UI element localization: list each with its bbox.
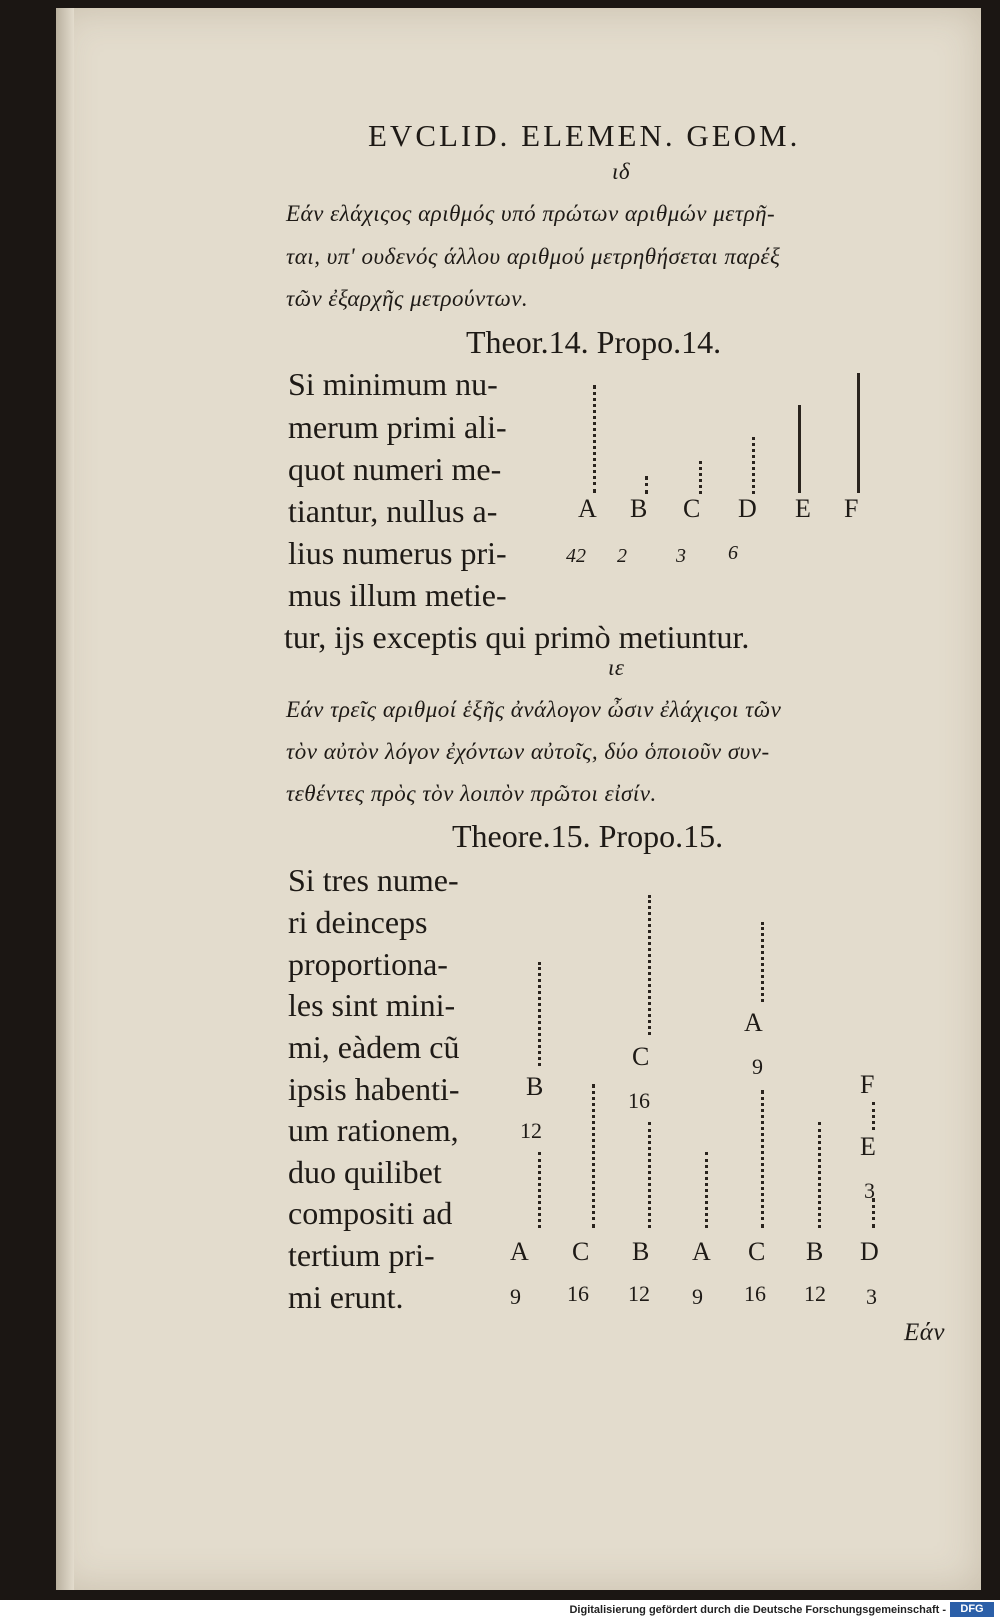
- prop15-bottom-line-C2: [761, 1090, 764, 1228]
- prop15-bottom-line-B1: [648, 1122, 651, 1228]
- prop15-latin-line-1: Si tres nume-: [288, 862, 459, 898]
- dfg-logo: DFG: [950, 1602, 994, 1617]
- prop15-upper-line-B: [538, 962, 541, 1066]
- prop14-label-A: A: [578, 494, 597, 523]
- prop14-line-E: [798, 405, 801, 493]
- prop15-latin-line-5: mi, eàdem cũ: [288, 1029, 460, 1065]
- prop15-bottom-value-C2: 16: [744, 1281, 766, 1306]
- prop15-upper-value-B: 12: [520, 1118, 542, 1143]
- prop15-upper-value-E: 3: [864, 1178, 875, 1203]
- prop14-latin-line-1: Si minimum nu-: [288, 366, 498, 402]
- prop14-line-D: [752, 437, 755, 494]
- prop14-value-A: 42: [566, 545, 586, 567]
- prop14-label-D: D: [738, 494, 757, 523]
- prop15-upper-label-A: A: [744, 1008, 763, 1037]
- prop15-bottom-label-B1: B: [632, 1237, 650, 1266]
- prop15-latin-line-8: duo quilibet: [288, 1154, 442, 1190]
- prop15-bottom-label-A2: A: [692, 1237, 711, 1266]
- prop15-bottom-value-A2: 9: [692, 1284, 703, 1309]
- prop15-upper-line-A: [761, 922, 764, 1002]
- running-header: EVCLID. ELEMEN. GEOM.: [368, 118, 801, 153]
- digitization-footer: [0, 1600, 1000, 1620]
- prop14-line-C: [699, 461, 702, 494]
- prop14-line-B: [645, 476, 648, 494]
- prop15-upper-label-B: B: [526, 1072, 544, 1101]
- prop15-bottom-label-C1: C: [572, 1237, 590, 1266]
- prop15-bottom-value-D: 3: [866, 1284, 877, 1309]
- prop14-value-D: 6: [728, 542, 738, 564]
- prop15-upper-label-F: F: [860, 1070, 875, 1099]
- prop14-line-A: [593, 385, 596, 493]
- prop15-latin-line-7: um rationem,: [288, 1112, 459, 1148]
- prop15-greek-line-3: τεθέντες πρὸς τὸν λοιπὸν πρῶτοι εἰσίν.: [286, 781, 657, 806]
- prop14-greek-line-2: ται, υπ' ουδενός άλλου αριθμού μετρηθήσεται παρέξ: [286, 244, 781, 269]
- prop15-upper-value-C: 16: [628, 1088, 650, 1113]
- prop15-bottom-label-D: D: [860, 1237, 879, 1266]
- prop15-bottom-line-A2: [705, 1152, 708, 1228]
- prop15-bottom-value-C1: 16: [567, 1281, 589, 1306]
- prop14-latin-line-5: lius numerus pri-: [288, 535, 507, 571]
- prop15-bottom-label-C2: C: [748, 1237, 766, 1266]
- prop14-line-F: [857, 373, 860, 493]
- prop15-bottom-line-A1: [538, 1152, 541, 1228]
- prop15-upper-line-F: [872, 1102, 875, 1130]
- prop15-upper-label-C: C: [632, 1042, 650, 1071]
- prop15-upper-value-A: 9: [752, 1054, 763, 1079]
- prop15-bottom-line-B2: [818, 1122, 821, 1228]
- prop15-bottom-label-B2: B: [806, 1237, 824, 1266]
- prop15-heading: Theore.15. Propo.15.: [452, 818, 724, 854]
- prop14-label-F: F: [844, 494, 859, 523]
- prop14-greek-number: ιδ: [612, 159, 631, 184]
- prop15-bottom-value-B1: 12: [628, 1281, 650, 1306]
- prop15-bottom-line-C1: [592, 1084, 595, 1228]
- prop14-latin-last-line: tur, ijs exceptis qui primò metiuntur.: [284, 619, 750, 655]
- prop15-latin-line-6: ipsis habenti-: [288, 1071, 460, 1107]
- prop15-latin-line-4: les sint mini-: [288, 987, 456, 1023]
- prop15-greek-line-1: Εάν τρεῖς αριθμοί ἑξῆς ἀνάλογον ὦσιν ἐλάχιςοι τῶν: [286, 697, 782, 722]
- prop15-greek-line-2: τὸν αὐτὸν λόγον ἐχόντων αὐτοῖς, δύο ὁποιοῦν συν-: [286, 739, 770, 764]
- prop14-label-C: C: [683, 494, 701, 523]
- prop14-latin-line-3: quot numeri me-: [288, 451, 502, 487]
- prop14-greek-line-1: Εάν ελάχιςος αριθμός υπό πρώτων αριθμών μετρῆ-: [286, 201, 776, 226]
- prop14-value-B: 2: [617, 545, 627, 567]
- prop14-label-E: E: [795, 494, 811, 523]
- prop14-label-B: B: [630, 494, 648, 523]
- prop15-latin-line-3: proportiona-: [288, 946, 448, 982]
- prop15-latin-line-10: tertium pri-: [288, 1237, 435, 1273]
- prop15-greek-number: ιε: [608, 655, 625, 680]
- prop14-latin-line-4: tiantur, nullus a-: [288, 493, 498, 529]
- footer-credit: Digitalisierung gefördert durch die Deutsche Forschungsgemeinschaft -: [569, 1604, 946, 1616]
- prop14-heading: Theor.14. Propo.14.: [466, 324, 722, 360]
- prop15-latin-line-9: compositi ad: [288, 1195, 453, 1231]
- prop15-upper-label-E: E: [860, 1132, 876, 1161]
- prop14-value-C: 3: [676, 545, 686, 567]
- prop15-bottom-value-B2: 12: [804, 1281, 826, 1306]
- prop15-latin-line-11: mi erunt.: [288, 1279, 404, 1315]
- prop15-upper-line-C: [648, 895, 651, 1035]
- prop15-bottom-label-A1: A: [510, 1237, 529, 1266]
- catchword: Εάν: [904, 1319, 945, 1346]
- prop15-bottom-line-D: [872, 1198, 875, 1228]
- prop14-latin-line-6: mus illum metie-: [288, 577, 507, 613]
- prop14-latin-line-2: merum primi ali-: [288, 409, 507, 445]
- prop15-latin-line-2: ri deinceps: [288, 904, 428, 940]
- prop14-greek-line-3: τῶν ἐξαρχῆς μετρούντων.: [286, 286, 529, 311]
- page-gutter: [56, 8, 74, 1590]
- prop15-bottom-value-A1: 9: [510, 1284, 521, 1309]
